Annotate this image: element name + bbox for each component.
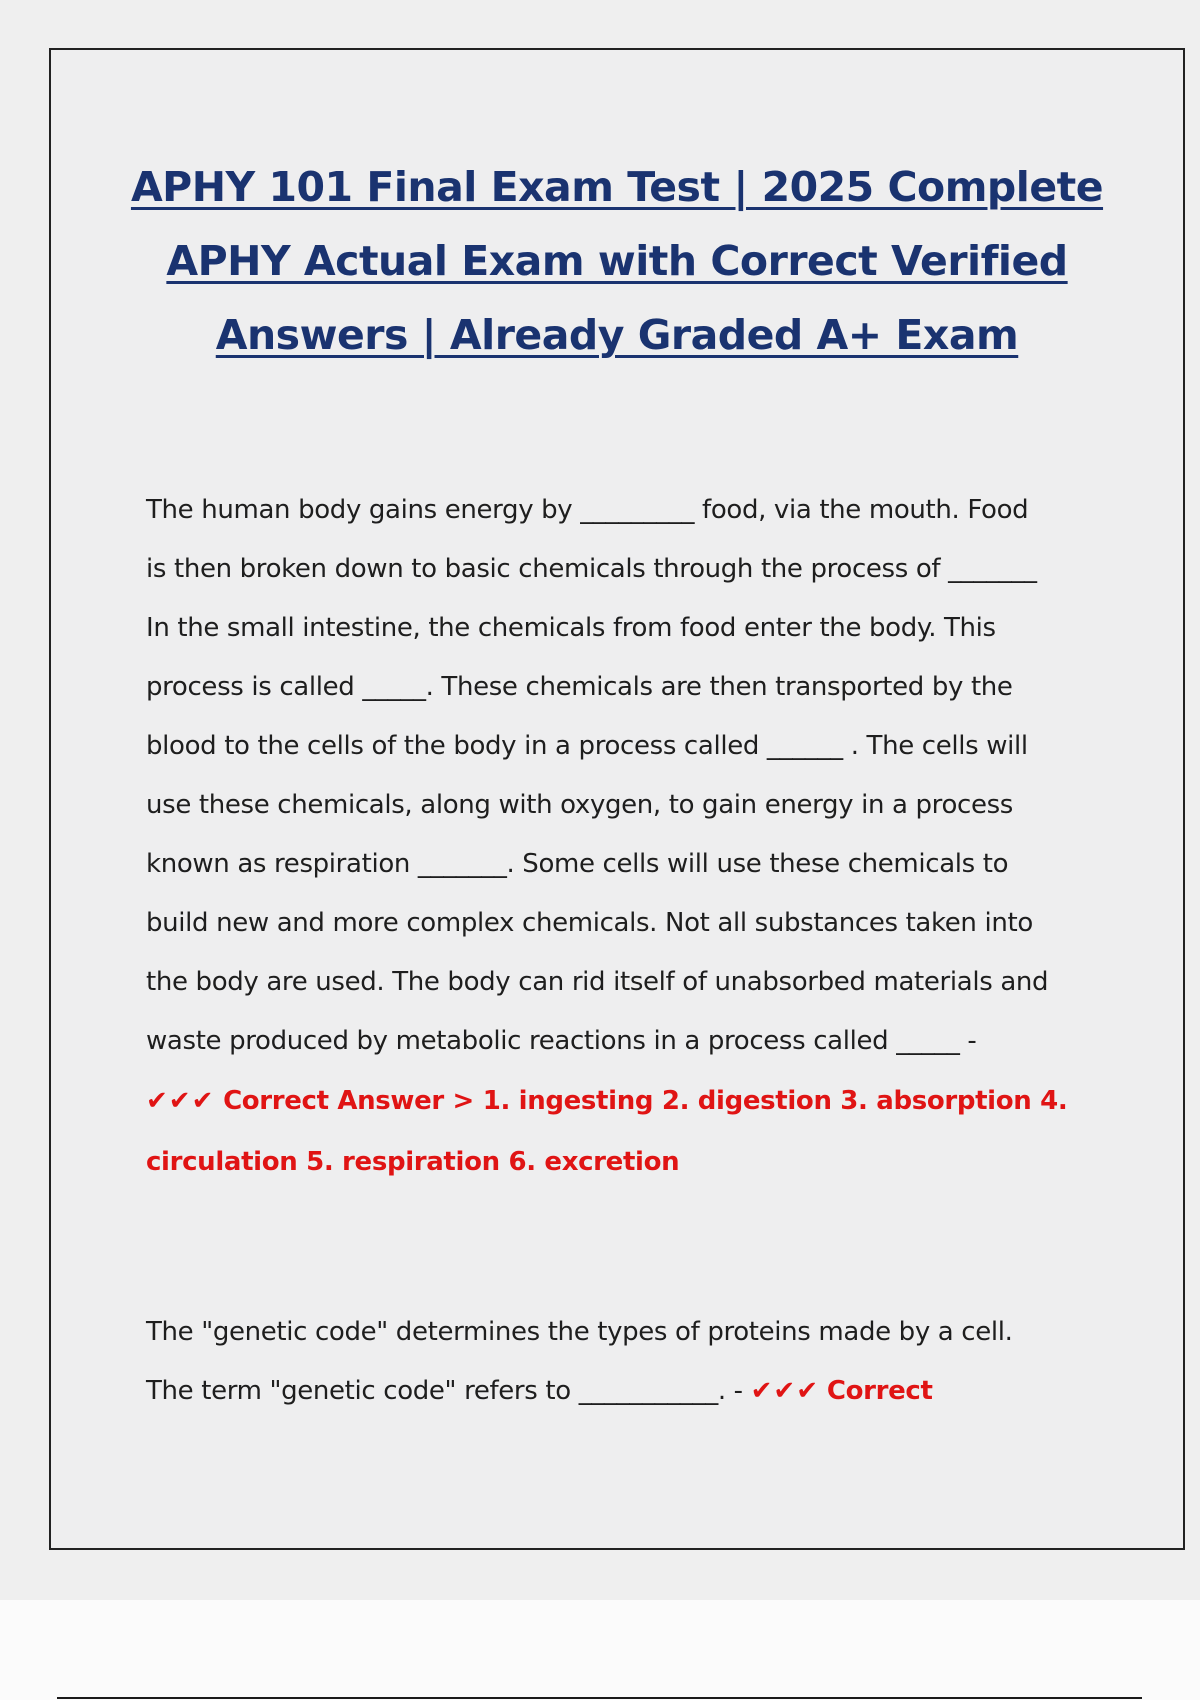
question-text-line: The human body gains energy by _________ food, via the mouth. Food xyxy=(146,495,1029,525)
page-divider xyxy=(57,1697,1142,1699)
title-line: APHY Actual Exam with Correct Verified xyxy=(166,237,1068,285)
question-text-line: waste produced by metabolic reactions in a process called _____ - xyxy=(146,1026,977,1056)
question-text-line: the body are used. The body can rid itself of unabsorbed materials and xyxy=(146,967,1049,997)
answer-text: Correct Answer > 1. ingesting 2. digestion 3. absorption 4. xyxy=(223,1086,1068,1116)
question-1 xyxy=(146,481,1136,1193)
question-text-line: process is called _____. These chemicals are then transported by the xyxy=(146,672,1013,702)
title-line: Answers | Already Graded A+ Exam xyxy=(215,311,1019,359)
question-2 xyxy=(146,1303,1136,1421)
document-title xyxy=(51,150,1183,372)
next-page-area xyxy=(0,1600,1200,1700)
question-text-line: known as respiration _______. Some cells will use these chemicals to xyxy=(146,849,1009,879)
document-page xyxy=(49,48,1185,1550)
question-text-line: In the small intestine, the chemicals from food enter the body. This xyxy=(146,613,996,643)
question-text-line xyxy=(146,1362,1136,1421)
question-prompt: The term "genetic code" refers to ___________. - xyxy=(146,1376,751,1406)
correct-answer-continued: circulation 5. respiration 6. excretion xyxy=(146,1147,680,1177)
correct-answer xyxy=(146,1071,1136,1132)
answer-text: Correct xyxy=(826,1376,933,1406)
question-text-line: build new and more complex chemicals. Not all substances taken into xyxy=(146,908,1033,938)
checkmark-icon: ✔✔✔ xyxy=(750,1376,819,1406)
question-text-line: is then broken down to basic chemicals through the process of _______ xyxy=(146,554,1037,584)
question-text-line: blood to the cells of the body in a process called ______ . The cells will xyxy=(146,731,1028,761)
question-text-line: The "genetic code" determines the types of proteins made by a cell. xyxy=(146,1317,1013,1347)
checkmark-icon: ✔✔✔ xyxy=(146,1086,215,1116)
question-text-line: use these chemicals, along with oxygen, to gain energy in a process xyxy=(146,790,1013,820)
title-line: APHY 101 Final Exam Test | 2025 Complete xyxy=(130,163,1104,211)
